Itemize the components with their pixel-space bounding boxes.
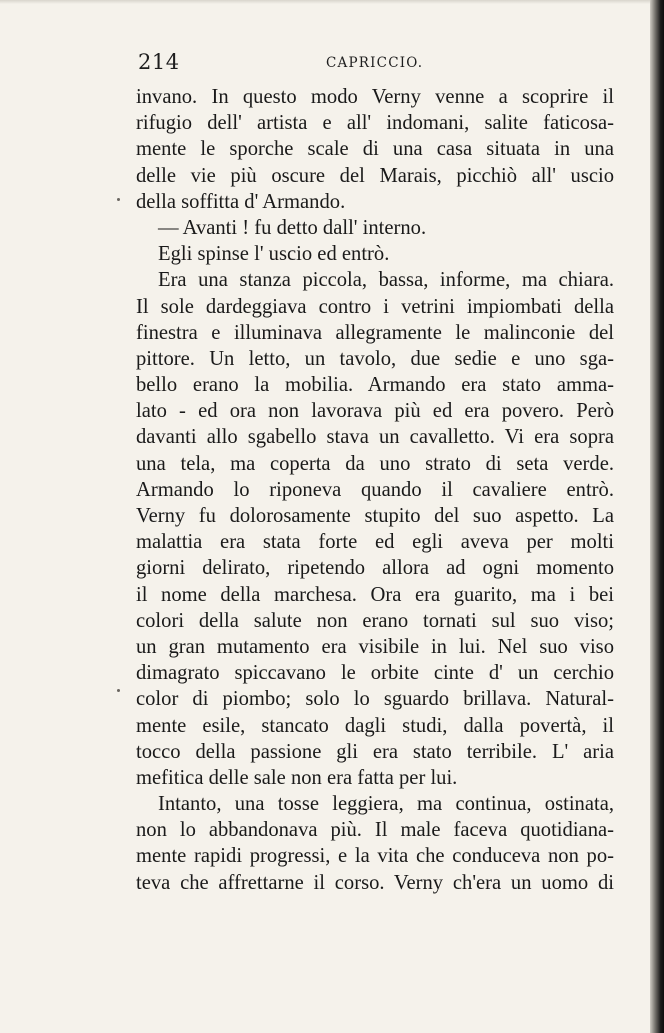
text-line: una tela, ma coperta da uno strato di seta verde. [136,452,614,475]
text-line: Era una stanza piccola, bassa, informe, ma chiara. [158,269,614,292]
text-line: invano. In questo modo Verny venne a scoprire il [136,86,614,108]
page-number: 214 [138,50,180,74]
text-line: malattia era stata forte ed egli aveva per molti [136,531,614,554]
text-line: mente le sporche scale di una casa situata in una [136,138,614,161]
page-right-edge-shadow [650,0,664,1033]
text-line: lato - ed ora non lavorava più ed era povero. Però [136,400,614,423]
text-line: pittore. Un letto, un tavolo, due sedie e uno sga- [136,347,614,370]
text-line: dimagrato spiccavano le orbite cinte d' un cerchio [136,662,614,685]
text-line: finestra e illuminava allegramente le malinconie del [136,321,614,344]
text-line: rifugio dell' artista e all' indomani, salite faticosa- [136,112,614,135]
text-line: un gran mutamento era visibile in lui. Nel suo viso [136,635,614,658]
text-line: — Avanti ! fu detto dall' interno. [158,216,427,239]
text-line: Egli spinse l' uscio ed entrò. [158,243,390,266]
text-line: bello erano la mobilia. Armando era stato amma- [136,374,614,397]
text-line: tocco della passione gli era stato terribile. L' aria [136,740,614,763]
body-text [136,84,614,896]
text-line: teva che affrettarne il corso. Verny ch'era un uomo di [136,871,614,894]
page-top-shadow [0,0,664,4]
text-line: non lo abbandonava più. Il male faceva quotidiana- [136,819,614,842]
text-line: davanti allo sgabello stava un cavalletto. Vi era sopra [136,426,614,449]
text-line: mefitica delle sale non era fatta per lui. [136,766,458,789]
text-line: Intanto, una tosse leggiera, ma continua, ostinata, [158,793,614,816]
text-line: della soffitta d' Armando. [136,190,346,213]
text-line: Verny fu dolorosamente stupito del suo aspetto. La [136,505,614,527]
text-line: colori della salute non erano tornati sul suo viso; [136,609,614,632]
page-header [138,50,608,80]
text-line: color di piombo; solo lo sguardo brillava. Natural- [136,688,614,711]
text-line: mente esile, stancato dagli studi, dalla povertà, il [136,714,614,737]
paper-speck [117,198,120,201]
text-line: Armando lo riponeva quando il cavaliere entrò. [136,478,614,501]
text-line: mente rapidi progressi, e la vita che conduceva non po- [136,845,614,868]
paper-speck [117,689,120,692]
text-line: il nome della marchesa. Ora era guarito, ma i bei [136,583,614,606]
text-line: delle vie più oscure del Marais, picchiò all' uscio [136,164,614,187]
text-line: giorni delirato, ripetendo allora ad ogni momento [136,557,614,580]
text-line: Il sole dardeggiava contro i vetrini impiombati della [136,295,614,318]
running-title: CAPRICCIO. [326,55,424,71]
